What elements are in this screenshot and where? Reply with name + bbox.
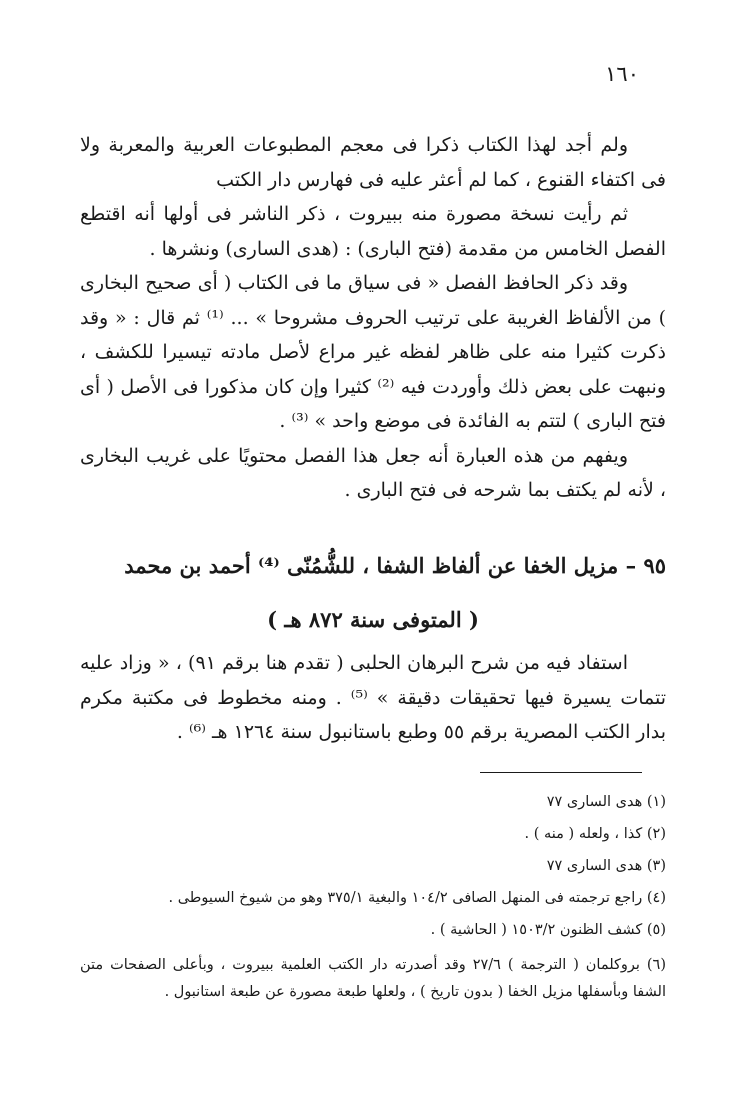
entry-death-date: ( المتوفى سنة ٨٧٢ هـ ) xyxy=(267,607,479,632)
footnote: (٢) كذا ، ولعله ( منه ) . xyxy=(524,826,666,842)
entry-heading xyxy=(80,548,666,638)
paragraph: ويفهم من هذه العبارة أنه جعل هذا الفصل محتويًا على غريب البخارى ، لأنه لم يكتف بما شرحه فى فتح البارى . xyxy=(80,444,666,501)
footnote-divider xyxy=(480,772,642,773)
page-number: ١٦٠ xyxy=(605,62,639,86)
footnote: (٦) بروكلمان ( الترجمة ) ٢٧/٦ وقد أصدرته دار الكتب العلمية ببيروت ، وبأعلى الصفحات متن الشفا وبأسفلها مزيل الخفا ( بدون تاريخ ) ، ولعلها طبعة مصورة عن طبعة استانبول . xyxy=(80,957,666,1000)
footnote: (٤) راجع ترجمته فى المنهل الصافى ١٠٤/٢ والبغية ٣٧٥/١ وهو من شيوخ السيوطى . xyxy=(168,890,666,906)
paragraph: وقد ذكر الحافظ الفصل « فى سياق ما فى الكتاب ( أى صحيح البخارى ) من الألفاظ الغريبة على ترتيب الحروف مشروحا » ... ⁽¹⁾ ثم قال : « وقد ذكرت كثيرا منه على ظاهر لفظه غير مراع لأصل مادته تيسيرا للكشف ، ونبهت على بعض ذلك وأوردت فيه ⁽²⁾ كثيرا وإن كان مذكورا فى الأصل ( أى فتح البارى ) لتتم به الفائدة فى موضع واحد » ⁽³⁾ . xyxy=(80,272,666,432)
entry-title: ٩٥ – مزيل الخفا عن ألفاظ الشفا ، للشُّمُنّى ⁽⁴⁾ أحمد بن محمد xyxy=(124,553,666,578)
footnote: (١) هدى السارى ٧٧ xyxy=(546,794,666,810)
footnote: (٣) هدى السارى ٧٧ xyxy=(546,858,666,874)
footnote: (٥) كشف الظنون ١٥٠٣/٢ ( الحاشية ) . xyxy=(430,922,666,938)
footnotes xyxy=(80,786,666,1006)
main-text xyxy=(80,128,666,508)
entry-text xyxy=(80,646,666,750)
paragraph: ثم رأيت نسخة مصورة منه ببيروت ، ذكر الناشر فى أولها أنه اقتطع الفصل الخامس من مقدمة (فتح البارى) : (هدى السارى) ونشرها . xyxy=(80,203,666,260)
entry-paragraph: استفاد فيه من شرح البرهان الحلبى ( تقدم هنا برقم ٩١) ، « وزاد عليه تتمات يسيرة فيها تحقيقات دقيقة » ⁽⁵⁾ . ومنه مخطوط فى مكتبة مكرم بدار الكتب المصرية برقم ٥٥ وطبع باستانبول سنة ١٢٦٤ هـ ⁽⁶⁾ . xyxy=(80,652,666,743)
paragraph: ولم أجد لهذا الكتاب ذكرا فى معجم المطبوعات العربية والمعربة ولا فى اكتفاء القنوع ، كما لم أعثر عليه فى فهارس دار الكتب xyxy=(80,134,666,191)
